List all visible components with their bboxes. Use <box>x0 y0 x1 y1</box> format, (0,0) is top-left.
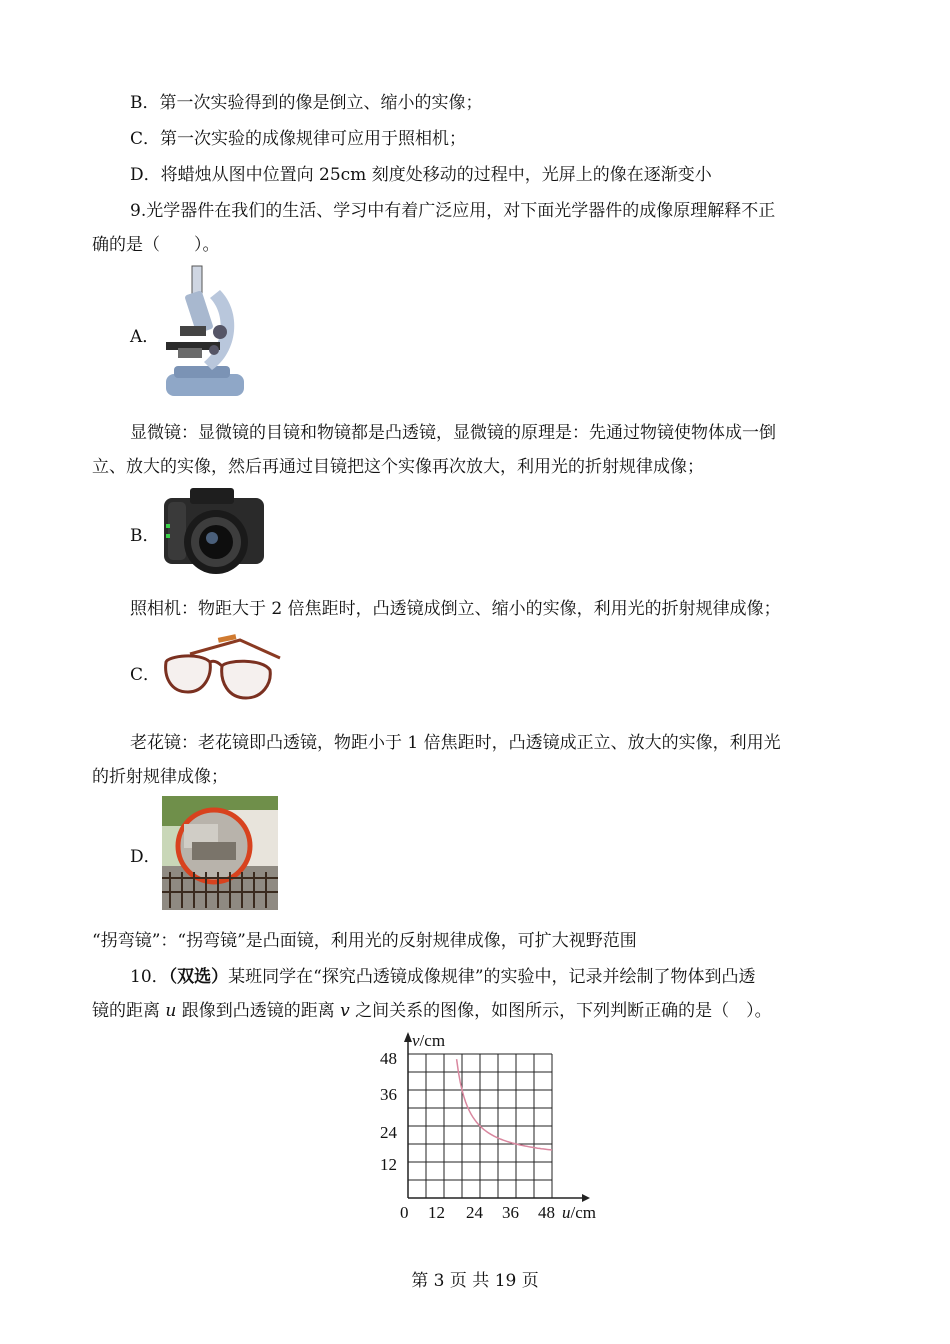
convex-mirror-icon <box>162 796 278 910</box>
page-footer: 第 3 页 共 19 页 <box>411 1271 539 1291</box>
question-10-line2: 镜的距离 u 跟像到凸透镜的距离 v 之间关系的图像，如图所示，下列判断正确的是（ ）。 <box>92 1001 772 1021</box>
y-axis-arrow <box>404 1032 412 1042</box>
question-10-tag: （双选） <box>168 967 229 987</box>
x-tick-48: 48 <box>538 1203 555 1222</box>
option-c-q8: C．第一次实验的成像规律可应用于照相机； <box>130 129 467 149</box>
y-axis-label: v/cm <box>412 1031 446 1050</box>
y-tick-48: 48 <box>380 1049 397 1068</box>
question-10-text1: 某班同学在“探究凸透镜成像规律”的实验中，记录并绘制了物体到凸透 <box>228 967 756 987</box>
option-c-desc1: 老花镜：老花镜即凸透镜，物距小于 1 倍焦距时，凸透镜成正立、放大的实像，利用光 <box>130 733 781 753</box>
x-tick-36: 36 <box>502 1203 519 1222</box>
y-tick-36: 36 <box>380 1085 397 1104</box>
x-axis-arrow <box>582 1194 590 1202</box>
x-tick-12: 12 <box>428 1203 445 1222</box>
option-b-label: B． <box>130 526 160 546</box>
option-b-q8: B．第一次实验得到的像是倒立、缩小的实像； <box>130 93 483 113</box>
question-9-line1: 9.光学器件在我们的生活、学习中有着广泛应用，对下面光学器件的成像原理解释不正 <box>130 201 776 221</box>
option-d-q8: D．将蜡烛从图中位置向 25cm 刻度处移动的过程中，光屏上的像在逐渐变小 <box>130 165 712 185</box>
origin-label: 0 <box>400 1203 409 1222</box>
option-a-desc2: 立、放大的实像，然后再通过目镜把这个实像再次放大，利用光的折射规律成像； <box>92 457 704 477</box>
x-tick-24: 24 <box>466 1203 483 1222</box>
option-a-desc1: 显微镜：显微镜的目镜和物镜都是凸透镜，显微镜的原理是：先通过物镜使物体成一倒 <box>130 423 776 443</box>
option-d-desc: “拐弯镜”：“拐弯镜”是凸面镜，利用光的反射规律成像，可扩大视野范围 <box>92 931 637 951</box>
option-b-desc: 照相机：物距大于 2 倍焦距时，凸透镜成倒立、缩小的实像，利用光的折射规律成像； <box>130 599 781 619</box>
option-c-desc2: 的折射规律成像； <box>92 767 228 787</box>
question-10-number: 10． <box>130 967 169 987</box>
x-axis-label: u/cm <box>562 1203 596 1222</box>
var-u: u <box>165 1001 177 1021</box>
u-v-graph <box>368 1030 612 1226</box>
microscope-icon <box>160 262 248 402</box>
uv-curve <box>457 1059 552 1150</box>
question-10-line1 <box>130 964 756 990</box>
y-tick-12: 12 <box>380 1155 397 1174</box>
option-c-label: C． <box>130 665 161 685</box>
option-d-label: D． <box>130 847 161 867</box>
camera-icon <box>160 484 268 578</box>
var-v: v <box>340 1001 350 1021</box>
option-a-label: A． <box>130 327 160 347</box>
question-9-line2: 确的是（ ）。 <box>92 235 220 255</box>
eyeglasses-icon <box>160 632 286 702</box>
y-tick-24: 24 <box>380 1123 397 1142</box>
